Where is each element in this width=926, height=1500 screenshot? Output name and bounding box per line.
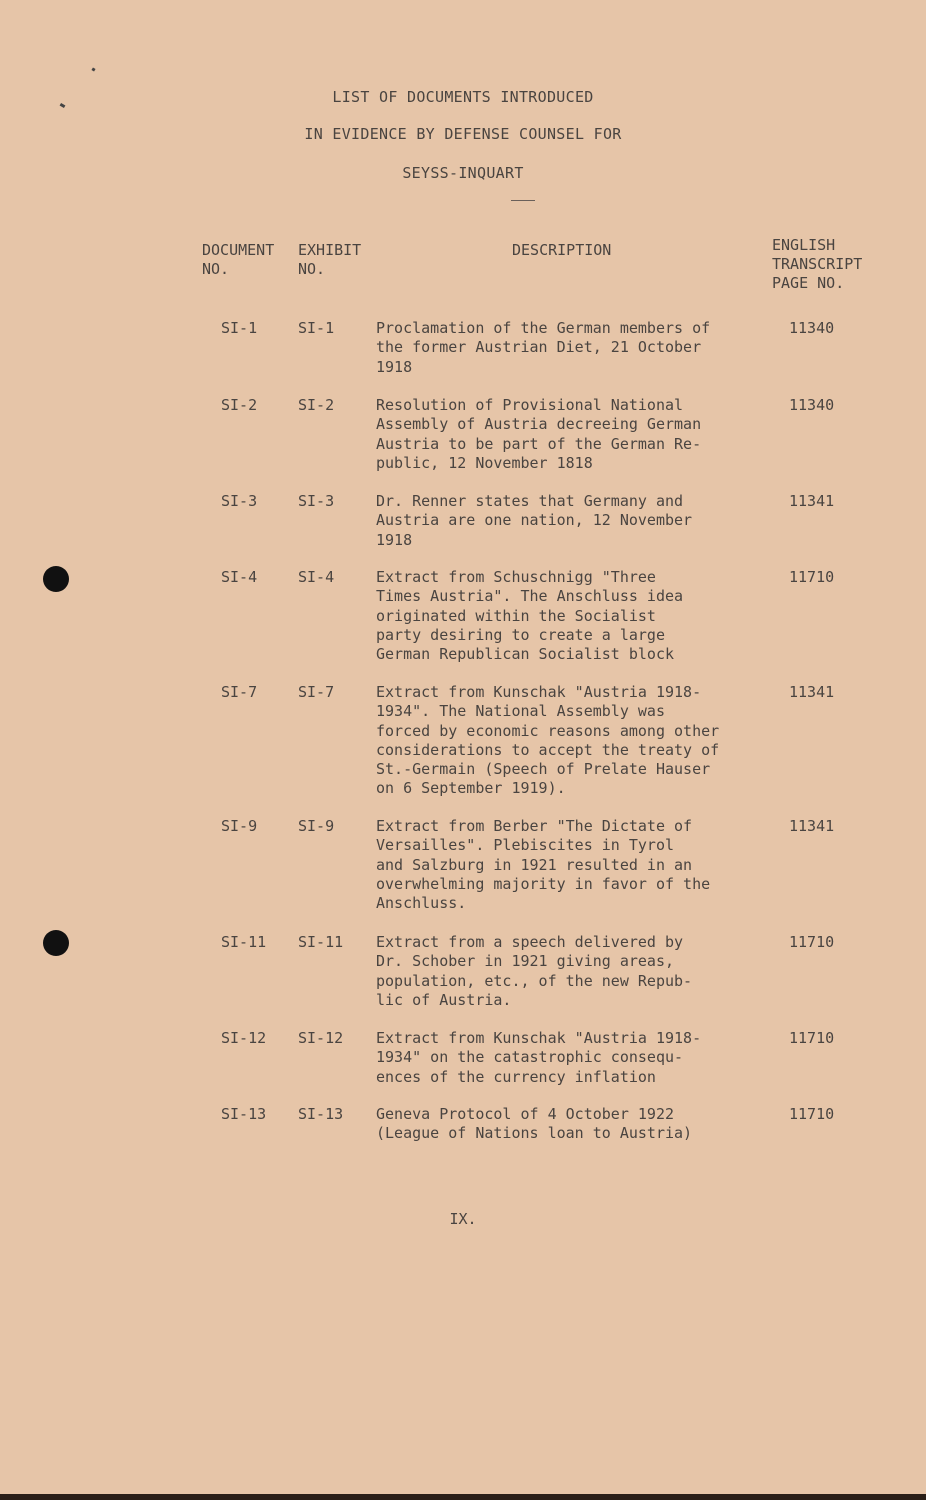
row-document-no: SI-12 — [221, 1029, 267, 1047]
column-header-document — [202, 241, 274, 279]
row-document-no: SI-4 — [221, 568, 258, 586]
row-description: Dr. Renner states that Germany and Austria are one nation, 12 November 1918 — [376, 492, 693, 549]
title-divider — [511, 200, 535, 201]
column-header-transcript-page — [772, 236, 862, 293]
punch-hole-icon — [43, 566, 69, 592]
row-description: Extract from Schuschnigg "Three Times Austria". The Anschluss idea originated within the Socialist party desiring to create a large German Republican Socialist block — [376, 568, 684, 664]
column-header-exhibit-line1: EXHIBIT — [298, 241, 362, 259]
row-exhibit-no: SI-7 — [298, 683, 335, 701]
row-exhibit-no: SI-1 — [298, 319, 335, 337]
row-document-no: SI-2 — [221, 396, 258, 414]
speck-mark — [91, 67, 95, 71]
row-document-no: SI-11 — [221, 933, 267, 951]
row-transcript-page: 11710 — [789, 1029, 835, 1047]
row-transcript-page: 11710 — [789, 933, 835, 951]
row-description: Extract from Berber "The Dictate of Versailles". Plebiscites in Tyrol and Salzburg in 1921 resulted in an overwhelming majority in favor of the Anschluss. — [376, 817, 711, 913]
row-transcript-page: 11710 — [789, 1105, 835, 1123]
row-transcript-page: 11341 — [789, 683, 835, 701]
column-header-page-line1: ENGLISH — [772, 236, 836, 254]
row-exhibit-no: SI-4 — [298, 568, 335, 586]
title-line-2: IN EVIDENCE BY DEFENSE COUNSEL FOR — [304, 125, 622, 143]
title-line-1: LIST OF DOCUMENTS INTRODUCED — [332, 88, 594, 106]
punch-hole-icon — [43, 930, 69, 956]
row-exhibit-no: SI-2 — [298, 396, 335, 414]
row-exhibit-no: SI-3 — [298, 492, 335, 510]
column-header-document-line1: DOCUMENT — [202, 241, 275, 259]
row-exhibit-no: SI-9 — [298, 817, 335, 835]
row-transcript-page: 11710 — [789, 568, 835, 586]
row-description: Proclamation of the German members of the former Austrian Diet, 21 October 1918 — [376, 319, 711, 376]
row-description: Extract from Kunschak "Austria 1918- 1934" on the catastrophic consequ- ences of the currency inflation — [376, 1029, 702, 1086]
row-description: Resolution of Provisional National Assembly of Austria decreeing German Austria to be part of the German Re- public, 12 November 1818 — [376, 396, 702, 472]
page-bottom-edge — [0, 1494, 926, 1500]
row-document-no: SI-7 — [221, 683, 258, 701]
row-transcript-page: 11340 — [789, 396, 835, 414]
row-document-no: SI-3 — [221, 492, 258, 510]
column-header-description: DESCRIPTION — [512, 241, 612, 259]
column-header-document-line2: NO. — [202, 260, 230, 278]
row-description: Geneva Protocol of 4 October 1922 (League of Nations loan to Austria) — [376, 1105, 693, 1143]
column-header-exhibit-line2: NO. — [298, 260, 326, 278]
row-exhibit-no: SI-11 — [298, 933, 344, 951]
row-transcript-page: 11341 — [789, 817, 835, 835]
row-document-no: SI-13 — [221, 1105, 267, 1123]
row-transcript-page: 11340 — [789, 319, 835, 337]
row-exhibit-no: SI-13 — [298, 1105, 344, 1123]
row-document-no: SI-9 — [221, 817, 258, 835]
row-exhibit-no: SI-12 — [298, 1029, 344, 1047]
row-document-no: SI-1 — [221, 319, 258, 337]
column-header-page-line2: TRANSCRIPT — [772, 255, 863, 273]
column-header-page-line3: PAGE NO. — [772, 274, 845, 292]
row-description: Extract from Kunschak "Austria 1918- 1934". The National Assembly was forced by economic reasons among other considerations to accept the treaty of St.-Germain (Speech of Prelate Hauser on 6 September 1919). — [376, 683, 720, 798]
column-header-exhibit — [298, 241, 361, 279]
page-number: IX. — [449, 1210, 477, 1228]
row-description: Extract from a speech delivered by Dr. Schober in 1921 giving areas, population, etc., of the new Repub- lic of Austria. — [376, 933, 693, 1009]
title-line-3: SEYSS-INQUART — [402, 164, 524, 182]
row-transcript-page: 11341 — [789, 492, 835, 510]
